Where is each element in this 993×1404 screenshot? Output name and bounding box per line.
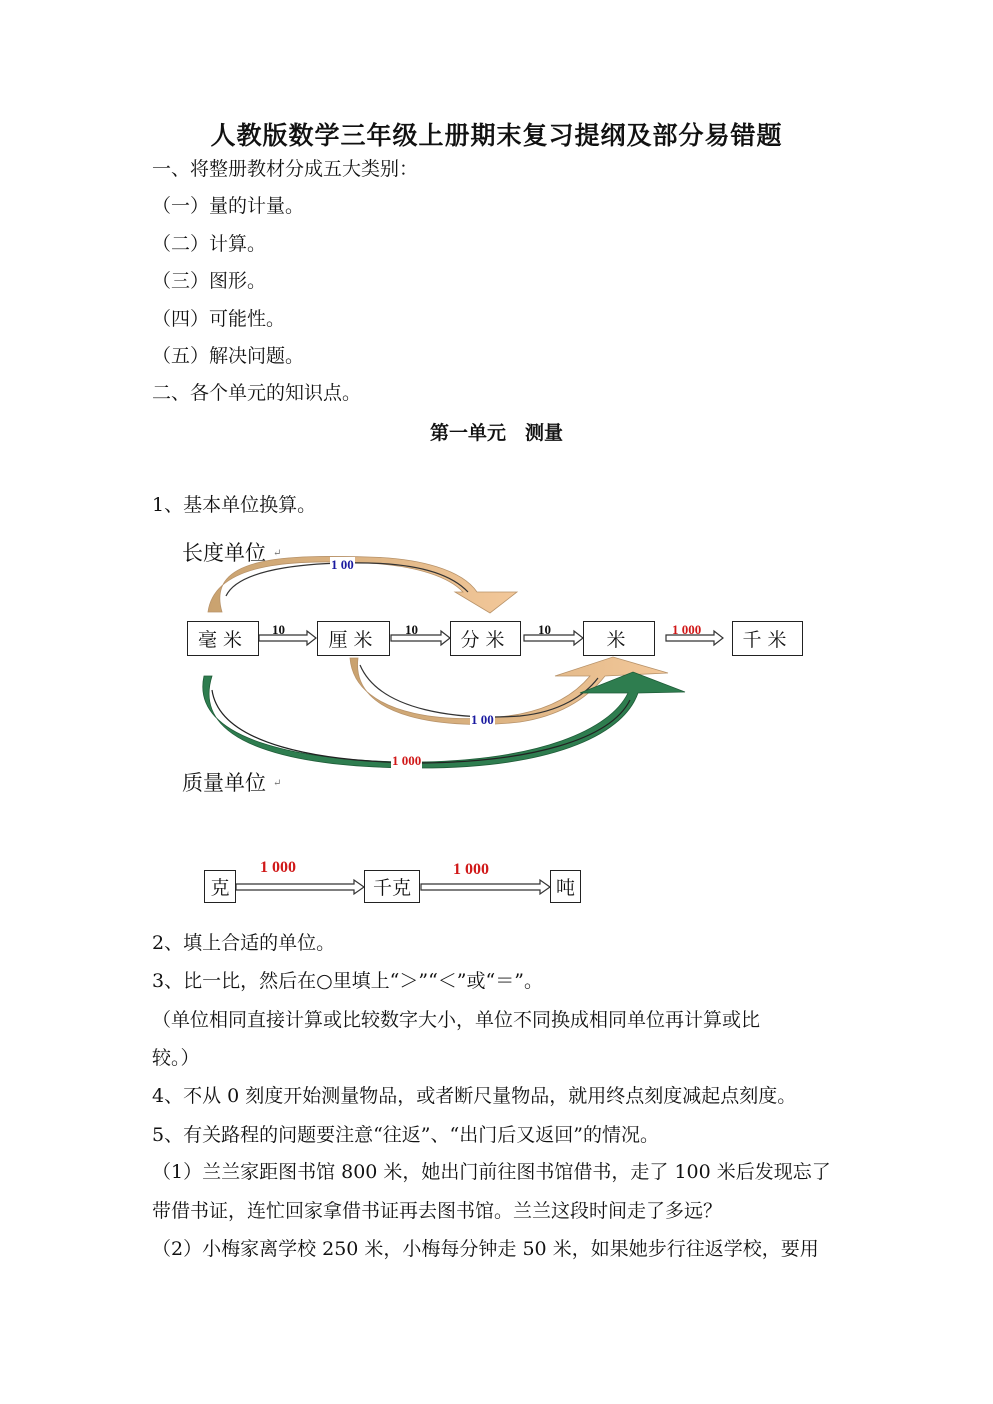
length-units-label: 长度单位 — [182, 541, 266, 565]
unit-box-m: 米 — [583, 621, 655, 656]
rate-cm-dm: 10 — [405, 622, 418, 637]
point-3: 3、比一比，然后在○里填上“＞”“＜”或“＝”。 — [152, 970, 543, 992]
point-3-note-cont: 较。） — [152, 1047, 200, 1069]
intro-heading: 一、将整册教材分成五大类别： — [152, 158, 419, 180]
category-item: （三）图形。 — [152, 270, 267, 292]
rate-g-kg: 1 000 — [260, 859, 296, 876]
unit-box-g: 克 — [204, 870, 236, 903]
point-3-note: （单位相同直接计算或比较数字大小，单位不同换成相同单位再计算或比 — [152, 1009, 761, 1031]
rate-m-km: 1 000 — [672, 622, 702, 637]
category-item: （五）解决问题。 — [152, 345, 305, 367]
paragraph-mark-icon: ↵ — [273, 778, 282, 789]
unit-box-t: 吨 — [550, 870, 581, 903]
mass-units-label: 质量单位 — [182, 771, 266, 795]
unit-box-km: 千米 — [732, 621, 803, 656]
unit-box-mm: 毫米 — [187, 621, 259, 656]
arc-label-mm-m: 1 000 — [392, 753, 422, 768]
rate-mm-cm: 10 — [272, 622, 285, 637]
problem-2: （2）小梅家离学校 250 米，小梅每分钟走 50 米，如果她步行往返学校，要用 — [152, 1238, 819, 1260]
page-title: 人教版数学三年级上册期末复习提纲及部分易错题 — [210, 121, 783, 150]
unit-title: 第一单元 测量 — [429, 422, 563, 444]
problem-1-cont: 带借书证，连忙回家拿借书证再去图书馆。兰兰这段时间走了多远？ — [152, 1200, 723, 1222]
rate-kg-t: 1 000 — [453, 861, 489, 878]
arc-label-cm-m: 1 00 — [471, 712, 494, 727]
category-item: （二）计算。 — [152, 233, 267, 255]
point-2: 2、填上合适的单位。 — [152, 932, 336, 954]
rate-dm-m: 10 — [538, 622, 551, 637]
point-5: 5、有关路程的问题要注意“往返”、“出门后又返回”的情况。 — [152, 1124, 659, 1146]
problem-1: （1）兰兰家距图书馆 800 米，她出门前往图书馆借书，走了 100 米后发现忘了 — [152, 1161, 831, 1183]
unit-box-kg: 千克 — [364, 870, 420, 903]
point-1: 1、基本单位换算。 — [152, 494, 317, 516]
category-item: （四）可能性。 — [152, 308, 286, 330]
unit-box-cm: 厘米 — [317, 621, 390, 656]
paragraph-mark-icon: ↵ — [273, 548, 282, 559]
unit-box-dm: 分米 — [450, 621, 521, 656]
section-two-heading: 二、各个单元的知识点。 — [152, 382, 362, 404]
point-4: 4、不从 0 刻度开始测量物品，或者断尺量物品，就用终点刻度减起点刻度。 — [152, 1085, 797, 1107]
category-item: （一）量的计量。 — [152, 195, 305, 217]
arc-label-mm-dm: 1 00 — [331, 557, 354, 572]
